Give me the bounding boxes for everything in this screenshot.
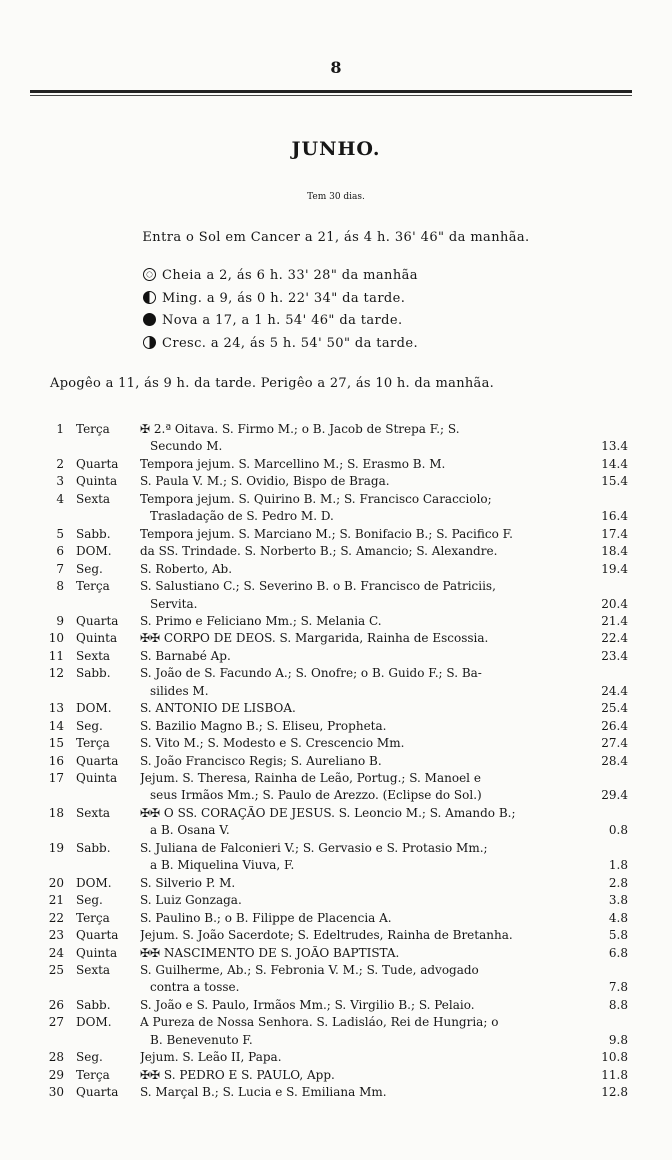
day-number: 11 bbox=[48, 649, 64, 663]
new-moon-icon bbox=[143, 313, 156, 326]
weekday: Sabb. bbox=[76, 666, 111, 680]
weekday: Terça bbox=[76, 736, 110, 750]
moon-hour: 12.8 bbox=[601, 1085, 628, 1099]
calendar-row bbox=[0, 719, 672, 737]
moon-hour: 8.8 bbox=[608, 998, 628, 1012]
calendar-row bbox=[0, 928, 672, 946]
sun-entry: Entra o Sol em Cancer a 21, ás 4 h. 36' 46" da manhãa. bbox=[142, 230, 530, 245]
weekday: Terça bbox=[76, 422, 110, 436]
saints-text: A Pureza de Nossa Senhora. S. Ladisláo, Rei de Hungria; o bbox=[140, 1015, 499, 1029]
calendar-row bbox=[0, 858, 672, 876]
calendar-row bbox=[0, 631, 672, 649]
moon-hour: 1.8 bbox=[608, 858, 628, 872]
calendar-row bbox=[0, 474, 672, 492]
moon-hour: 3.8 bbox=[608, 893, 628, 907]
saints-text: S. Marçal B.; S. Lucia e S. Emiliana Mm. bbox=[140, 1085, 387, 1099]
moon-hour: 11.8 bbox=[601, 1068, 628, 1082]
calendar-row bbox=[0, 1068, 672, 1086]
calendar-row bbox=[0, 684, 672, 702]
saints-text: Tempora jejum. S. Marcellino M.; S. Erasmo B. M. bbox=[140, 457, 446, 471]
day-number: 26 bbox=[48, 998, 64, 1012]
moon-hour: 9.8 bbox=[608, 1033, 628, 1047]
day-number: 4 bbox=[56, 492, 64, 506]
moon-phase-text: Ming. a 9, ás 0 h. 22' 34" da tarde. bbox=[162, 291, 406, 306]
saints-text: contra a tosse. bbox=[150, 980, 240, 994]
saints-text: Jejum. S. Leão II, Papa. bbox=[140, 1050, 282, 1064]
first-quarter-moon-icon bbox=[143, 336, 156, 349]
weekday: Quinta bbox=[76, 771, 118, 785]
weekday: DOM. bbox=[76, 876, 112, 890]
saints-text: Jejum. S. Theresa, Rainha de Leão, Portug.; S. Manoel e bbox=[140, 771, 481, 785]
header-rule-thin bbox=[30, 95, 632, 96]
saints-text: da SS. Trindade. S. Norberto B.; S. Amancio; S. Alexandre. bbox=[140, 544, 498, 558]
saints-text: Jejum. S. João Sacerdote; S. Edeltrudes, Rainha de Bretanha. bbox=[140, 928, 513, 942]
weekday: Sexta bbox=[76, 806, 111, 820]
calendar-row bbox=[0, 946, 672, 964]
calendar-row bbox=[0, 579, 672, 597]
moon-hour: 28.4 bbox=[601, 754, 628, 768]
calendar-row bbox=[0, 980, 672, 998]
day-number: 22 bbox=[48, 911, 64, 925]
calendar-row bbox=[0, 1015, 672, 1033]
calendar-row bbox=[0, 771, 672, 789]
weekday: Sexta bbox=[76, 963, 111, 977]
saints-text: ✠✠ NASCIMENTO DE S. JOÃO BAPTISTA. bbox=[140, 946, 400, 960]
saints-text: a B. Osana V. bbox=[150, 823, 230, 837]
weekday: Quinta bbox=[76, 474, 118, 488]
day-number: 24 bbox=[48, 946, 64, 960]
day-number: 2 bbox=[56, 457, 64, 471]
apsides-line: Apogêo a 11, ás 9 h. da tarde. Perigêo a 27, ás 10 h. da manhãa. bbox=[50, 376, 495, 391]
weekday: Quarta bbox=[76, 457, 119, 471]
day-number: 3 bbox=[56, 474, 64, 488]
saints-text: Trasladação de S. Pedro M. D. bbox=[150, 509, 334, 523]
saints-text: S. Salustiano C.; S. Severino B. o B. Francisco de Patriciis, bbox=[140, 579, 496, 593]
calendar-row bbox=[0, 963, 672, 981]
day-number: 14 bbox=[48, 719, 64, 733]
moon-hour: 18.4 bbox=[601, 544, 628, 558]
calendar-row bbox=[0, 457, 672, 475]
saints-text: S. Primo e Feliciano Mm.; S. Melania C. bbox=[140, 614, 382, 628]
weekday: Seg. bbox=[76, 719, 103, 733]
moon-phase-text: Nova a 17, a 1 h. 54' 46" da tarde. bbox=[162, 313, 403, 328]
saints-text: seus Irmãos Mm.; S. Paulo de Arezzo. (Eclipse do Sol.) bbox=[150, 788, 482, 802]
weekday: Seg. bbox=[76, 1050, 103, 1064]
moon-hour: 5.8 bbox=[608, 928, 628, 942]
weekday: Sexta bbox=[76, 492, 111, 506]
saints-text: S. Luiz Gonzaga. bbox=[140, 893, 242, 907]
moon-hour: 16.4 bbox=[601, 509, 628, 523]
day-number: 9 bbox=[56, 614, 64, 628]
calendar-row bbox=[0, 649, 672, 667]
moon-hour: 25.4 bbox=[601, 701, 628, 715]
calendar-row bbox=[0, 492, 672, 510]
day-number: 13 bbox=[48, 701, 64, 715]
moon-hour: 29.4 bbox=[601, 788, 628, 802]
calendar-row bbox=[0, 597, 672, 615]
moon-hour: 17.4 bbox=[601, 527, 628, 541]
page-number: 8 bbox=[330, 58, 342, 77]
calendar-row bbox=[0, 893, 672, 911]
moon-hour: 26.4 bbox=[601, 719, 628, 733]
moon-hour: 15.4 bbox=[601, 474, 628, 488]
saints-text: S. Paula V. M.; S. Ovidio, Bispo de Braga. bbox=[140, 474, 390, 488]
calendar-row bbox=[0, 806, 672, 824]
day-number: 16 bbox=[48, 754, 64, 768]
saints-text: Tempora jejum. S. Quirino B. M.; S. Francisco Caracciolo; bbox=[140, 492, 492, 506]
calendar-row bbox=[0, 876, 672, 894]
weekday: DOM. bbox=[76, 1015, 112, 1029]
moon-phase-text: Cresc. a 24, ás 5 h. 54' 50" da tarde. bbox=[162, 336, 418, 351]
saints-text: S. Guilherme, Ab.; S. Febronia V. M.; S. Tude, advogado bbox=[140, 963, 479, 977]
day-number: 6 bbox=[56, 544, 64, 558]
moon-hour: 14.4 bbox=[601, 457, 628, 471]
day-number: 8 bbox=[56, 579, 64, 593]
weekday: Seg. bbox=[76, 893, 103, 907]
calendar-row bbox=[0, 422, 672, 440]
saints-text: ✠✠ CORPO DE DEOS. S. Margarida, Rainha de Escossia. bbox=[140, 631, 489, 645]
full-moon-icon bbox=[143, 268, 156, 281]
calendar-row bbox=[0, 911, 672, 929]
saints-text: S. Vito M.; S. Modesto e S. Crescencio Mm. bbox=[140, 736, 405, 750]
calendar-row bbox=[0, 1085, 672, 1103]
month-title: JUNHO. bbox=[291, 138, 381, 160]
weekday: Quarta bbox=[76, 1085, 119, 1099]
saints-text: S. Silverio P. M. bbox=[140, 876, 236, 890]
last-quarter-moon-icon bbox=[143, 291, 156, 304]
moon-phase-first bbox=[143, 336, 418, 351]
day-number: 20 bbox=[48, 876, 64, 890]
saints-text: silides M. bbox=[150, 684, 209, 698]
day-number: 17 bbox=[48, 771, 64, 785]
calendar-row bbox=[0, 544, 672, 562]
weekday: Quarta bbox=[76, 928, 119, 942]
moon-phase-last bbox=[143, 291, 405, 306]
weekday: Quinta bbox=[76, 946, 118, 960]
saints-text: ✠ 2.ª Oitava. S. Firmo M.; o B. Jacob de Strepa F.; S. bbox=[140, 422, 460, 436]
calendar-row bbox=[0, 823, 672, 841]
saints-text: a B. Miquelina Viuva, F. bbox=[150, 858, 295, 872]
saints-text: ✠✠ S. PEDRO E S. PAULO, App. bbox=[140, 1068, 335, 1082]
calendar-row bbox=[0, 509, 672, 527]
day-number: 27 bbox=[48, 1015, 64, 1029]
saints-text: S. Bazilio Magno B.; S. Eliseu, Propheta. bbox=[140, 719, 387, 733]
moon-hour: 27.4 bbox=[601, 736, 628, 750]
moon-hour: 0.8 bbox=[608, 823, 628, 837]
day-number: 7 bbox=[56, 562, 64, 576]
saints-text: S. Juliana de Falconieri V.; S. Gervasio e S. Protasio Mm.; bbox=[140, 841, 488, 855]
calendar-row bbox=[0, 841, 672, 859]
moon-hour: 24.4 bbox=[601, 684, 628, 698]
saints-text: S. Paulino B.; o B. Filippe de Placencia A. bbox=[140, 911, 392, 925]
calendar-row bbox=[0, 562, 672, 580]
day-number: 19 bbox=[48, 841, 64, 855]
day-number: 25 bbox=[48, 963, 64, 977]
moon-hour: 6.8 bbox=[608, 946, 628, 960]
days-count: Tem 30 dias. bbox=[307, 192, 365, 202]
weekday: Terça bbox=[76, 1068, 110, 1082]
saints-text: Servita. bbox=[150, 597, 198, 611]
calendar-row bbox=[0, 1033, 672, 1051]
moon-hour: 2.8 bbox=[608, 876, 628, 890]
calendar-row bbox=[0, 1050, 672, 1068]
calendar-row bbox=[0, 701, 672, 719]
weekday: Terça bbox=[76, 579, 110, 593]
weekday: Seg. bbox=[76, 562, 103, 576]
header-rule bbox=[30, 90, 632, 93]
day-number: 1 bbox=[56, 422, 64, 436]
moon-hour: 21.4 bbox=[601, 614, 628, 628]
day-number: 15 bbox=[48, 736, 64, 750]
weekday: DOM. bbox=[76, 544, 112, 558]
day-number: 5 bbox=[56, 527, 64, 541]
day-number: 12 bbox=[48, 666, 64, 680]
day-number: 30 bbox=[48, 1085, 64, 1099]
moon-hour: 13.4 bbox=[601, 439, 628, 453]
weekday: Sabb. bbox=[76, 527, 111, 541]
moon-phase-full bbox=[143, 268, 418, 283]
calendar-row bbox=[0, 754, 672, 772]
saints-text: ✠✠ O SS. CORAÇÃO DE JESUS. S. Leoncio M.; S. Amando B.; bbox=[140, 806, 516, 820]
weekday: Quarta bbox=[76, 614, 119, 628]
weekday: Terça bbox=[76, 911, 110, 925]
saints-text: S. Roberto, Ab. bbox=[140, 562, 233, 576]
weekday: Sabb. bbox=[76, 998, 111, 1012]
saints-text: S. Barnabé Ap. bbox=[140, 649, 231, 663]
moon-hour: 10.8 bbox=[601, 1050, 628, 1064]
calendar-row bbox=[0, 614, 672, 632]
calendar-row bbox=[0, 666, 672, 684]
moon-hour: 20.4 bbox=[601, 597, 628, 611]
saints-text: B. Benevenuto F. bbox=[150, 1033, 253, 1047]
saints-text: S. João e S. Paulo, Irmãos Mm.; S. Virgilio B.; S. Pelaio. bbox=[140, 998, 475, 1012]
calendar-row bbox=[0, 527, 672, 545]
moon-hour: 7.8 bbox=[608, 980, 628, 994]
day-number: 23 bbox=[48, 928, 64, 942]
saints-text: S. João de S. Facundo A.; S. Onofre; o B. Guido F.; S. Ba- bbox=[140, 666, 482, 680]
weekday: Quinta bbox=[76, 631, 118, 645]
weekday: DOM. bbox=[76, 701, 112, 715]
day-number: 21 bbox=[48, 893, 64, 907]
saints-text: Secundo M. bbox=[150, 439, 223, 453]
calendar-row bbox=[0, 998, 672, 1016]
day-number: 28 bbox=[48, 1050, 64, 1064]
moon-hour: 4.8 bbox=[608, 911, 628, 925]
calendar-row bbox=[0, 736, 672, 754]
day-number: 10 bbox=[48, 631, 64, 645]
calendar-row bbox=[0, 439, 672, 457]
day-number: 29 bbox=[48, 1068, 64, 1082]
moon-hour: 19.4 bbox=[601, 562, 628, 576]
weekday: Sexta bbox=[76, 649, 111, 663]
moon-phase-text: Cheia a 2, ás 6 h. 33' 28" da manhãa bbox=[162, 268, 418, 283]
weekday: Sabb. bbox=[76, 841, 111, 855]
moon-hour: 23.4 bbox=[601, 649, 628, 663]
saints-text: S. ANTONIO DE LISBOA. bbox=[140, 701, 296, 715]
calendar-row bbox=[0, 788, 672, 806]
day-number: 18 bbox=[48, 806, 64, 820]
saints-text: Tempora jejum. S. Marciano M.; S. Bonifacio B.; S. Pacifico F. bbox=[140, 527, 513, 541]
moon-hour: 22.4 bbox=[601, 631, 628, 645]
moon-phase-new bbox=[143, 313, 402, 328]
weekday: Quarta bbox=[76, 754, 119, 768]
saints-text: S. João Francisco Regis; S. Aureliano B. bbox=[140, 754, 382, 768]
